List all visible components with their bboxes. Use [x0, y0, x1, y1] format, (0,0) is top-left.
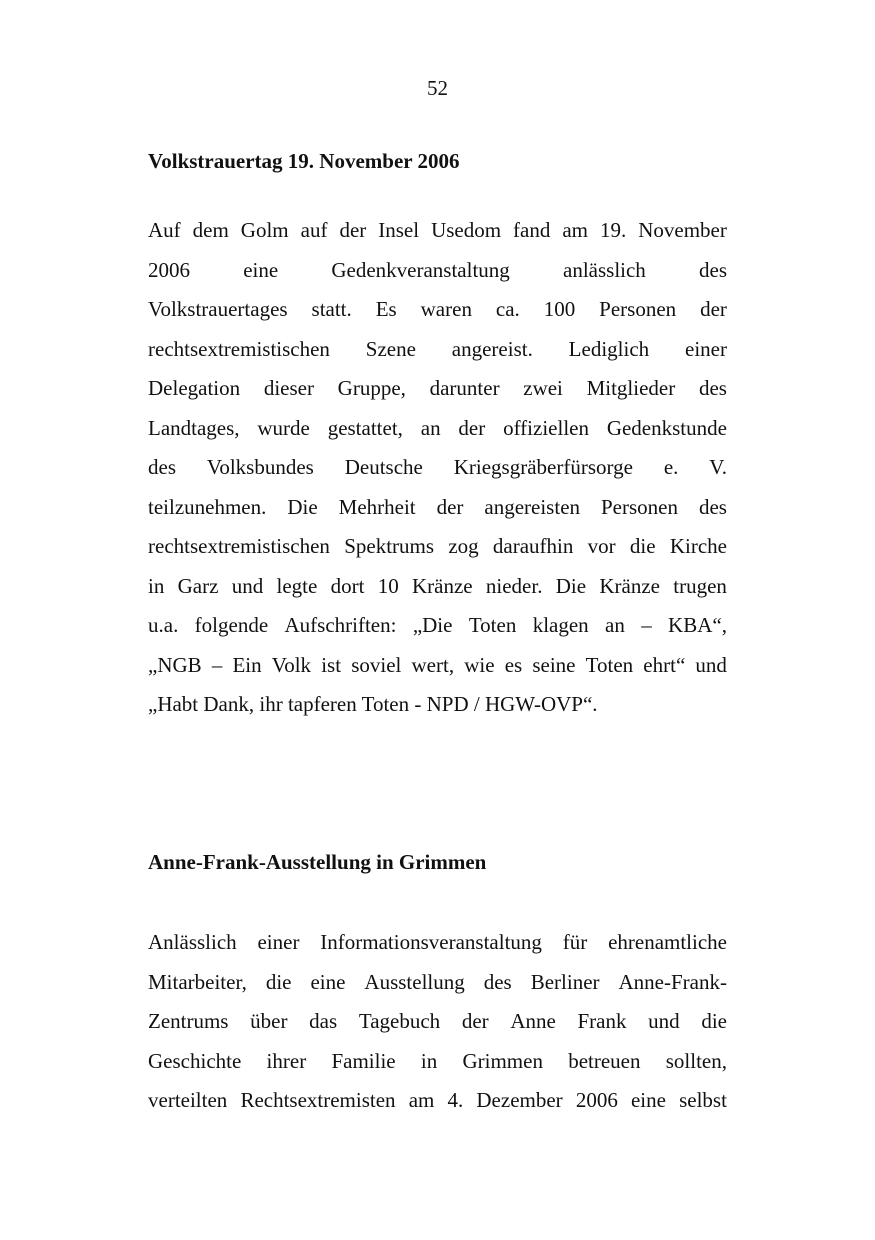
- word: die: [265, 969, 292, 994]
- word: Kirche: [669, 534, 727, 558]
- word: Ausstellung: [364, 969, 465, 994]
- word: Kränze: [411, 573, 473, 598]
- word: wie: [464, 652, 495, 677]
- word: rechtsextremistischen: [148, 534, 330, 558]
- word: wert,: [411, 652, 455, 677]
- body-line: [148, 335, 727, 375]
- word: ist: [321, 652, 342, 677]
- word: der: [461, 1009, 489, 1033]
- word: am: [408, 1088, 435, 1112]
- word: KBA“,: [668, 613, 727, 637]
- word: einer: [257, 930, 300, 954]
- word: trugen: [673, 573, 727, 598]
- body-line: [148, 256, 727, 296]
- word: Kränze: [599, 573, 660, 598]
- word: Personen: [600, 494, 678, 519]
- word: Golm: [240, 218, 289, 242]
- word: Spektrums: [344, 534, 435, 558]
- word: verteilten: [148, 1088, 228, 1112]
- word: Geschichte: [148, 1048, 242, 1073]
- body-line: [148, 532, 727, 572]
- body-line: [148, 1007, 727, 1047]
- word: und: [231, 573, 264, 598]
- word: Aufschriften:: [284, 613, 397, 637]
- word: und: [648, 1009, 680, 1033]
- word: Gedenkstunde: [606, 415, 727, 440]
- body-line: [148, 1086, 727, 1126]
- word: zwei: [523, 376, 563, 400]
- body-line: [148, 453, 727, 493]
- word: teilzunehmen.: [148, 494, 267, 519]
- word: es: [504, 652, 523, 677]
- word: Toten: [468, 613, 517, 637]
- body-line: [148, 216, 727, 256]
- word: Mitglieder: [586, 376, 676, 400]
- word: e.: [663, 455, 679, 479]
- word: Landtages,: [148, 415, 240, 440]
- body-line: [148, 611, 727, 651]
- word: soviel: [351, 652, 402, 677]
- word: offiziellen: [503, 415, 589, 440]
- word: Toten: [585, 652, 634, 677]
- word: vor: [587, 534, 616, 558]
- body-text: „Habt Dank, ihr tapferen Toten - NPD / HGW-OVP“.: [148, 692, 598, 716]
- word: Familie: [331, 1048, 396, 1073]
- word: Anne-Frank-: [618, 969, 727, 994]
- word: Zentrums: [148, 1009, 229, 1033]
- word: einer: [685, 336, 727, 361]
- word: Es: [375, 297, 397, 321]
- word: seine: [532, 652, 576, 677]
- word: für: [562, 930, 588, 954]
- word: –: [211, 652, 223, 677]
- body-line: [148, 1047, 727, 1087]
- body-line: [148, 493, 727, 533]
- body-line: [148, 414, 727, 454]
- word: und: [695, 652, 727, 677]
- word: betreuen: [568, 1048, 641, 1073]
- word: Garz: [177, 573, 219, 598]
- word: Volksbundes: [206, 455, 314, 479]
- word: zog: [448, 534, 479, 558]
- word: des: [148, 455, 176, 479]
- word: dem: [192, 218, 229, 242]
- word: V.: [709, 455, 727, 479]
- word: waren: [420, 297, 472, 321]
- word: Anne: [510, 1009, 556, 1033]
- word: –: [641, 613, 652, 637]
- word: der: [436, 494, 464, 519]
- word: Grimmen: [462, 1048, 543, 1073]
- word: Delegation: [148, 376, 241, 400]
- word: rechtsextremistischen: [148, 336, 330, 361]
- word: Rechtsextremisten: [240, 1088, 396, 1112]
- word: folgende: [194, 613, 269, 637]
- word: am: [562, 218, 589, 242]
- word: „NGB: [148, 652, 202, 677]
- word: Volkstrauertages: [148, 297, 288, 321]
- word: anlässlich: [563, 257, 646, 282]
- section-heading-anne-frank: Anne-Frank-Ausstellung in Grimmen: [148, 850, 487, 874]
- word: Gedenkveranstaltung: [331, 257, 510, 282]
- word: das: [309, 1009, 338, 1033]
- word: an: [605, 613, 625, 637]
- word: 19.: [600, 218, 627, 242]
- word: angereisten: [484, 494, 581, 519]
- word: u.a.: [148, 613, 179, 637]
- body-line: [148, 928, 727, 968]
- word: Mehrheit: [338, 494, 416, 519]
- body-line: [148, 651, 727, 691]
- word: selbst: [679, 1088, 727, 1112]
- word: statt.: [311, 297, 352, 321]
- body-line: [148, 295, 727, 335]
- word: des: [483, 969, 512, 994]
- word: 100: [543, 297, 576, 321]
- word: der: [339, 218, 367, 242]
- word: fand: [513, 218, 551, 242]
- word: 10: [377, 573, 399, 598]
- word: nieder.: [485, 573, 543, 598]
- word: Deutsche: [344, 455, 423, 479]
- word: Usedom: [431, 218, 502, 242]
- word: Szene: [365, 336, 416, 361]
- word: legte: [276, 573, 318, 598]
- word: 4.: [447, 1088, 464, 1112]
- word: Gruppe,: [337, 376, 406, 400]
- word: eine: [243, 257, 279, 282]
- body-line: [148, 690, 727, 730]
- word: angereist.: [451, 336, 533, 361]
- word: dort: [330, 573, 365, 598]
- section-body-volkstrauertag: [148, 216, 727, 730]
- word: Berliner: [530, 969, 600, 994]
- word: klagen: [532, 613, 589, 637]
- word: 2006: [575, 1088, 618, 1112]
- page-number: 52: [427, 76, 448, 100]
- word: eine: [630, 1088, 666, 1112]
- word: „Die: [412, 613, 453, 637]
- word: Dezember: [476, 1088, 563, 1112]
- word: wurde: [257, 415, 310, 440]
- word: gestattet,: [327, 415, 403, 440]
- word: Ein: [232, 652, 262, 677]
- word: eine: [310, 969, 346, 994]
- word: daraufhin: [492, 534, 574, 558]
- section-heading-volkstrauertag: Volkstrauertag 19. November 2006: [148, 149, 460, 173]
- word: sollten,: [665, 1048, 727, 1073]
- word: des: [698, 376, 727, 400]
- word: Auf: [148, 218, 181, 242]
- word: an: [420, 415, 441, 440]
- word: auf: [300, 218, 328, 242]
- word: ihrer: [266, 1048, 307, 1073]
- word: Volk: [271, 652, 312, 677]
- word: über: [250, 1009, 288, 1033]
- word: 2006: [148, 257, 190, 282]
- word: ehrenamtliche: [608, 930, 727, 954]
- word: in: [148, 573, 165, 598]
- word: in: [420, 1048, 438, 1073]
- word: Lediglich: [568, 336, 650, 361]
- word: Tagebuch: [358, 1009, 441, 1033]
- body-line: [148, 374, 727, 414]
- word: der: [458, 415, 486, 440]
- word: Frank: [577, 1009, 627, 1033]
- word: Anlässlich: [148, 930, 237, 954]
- word: Die: [555, 573, 587, 598]
- word: November: [638, 218, 727, 242]
- word: Personen: [599, 297, 677, 321]
- word: des: [699, 257, 727, 282]
- word: Informationsveranstaltung: [320, 930, 542, 954]
- word: die: [701, 1009, 727, 1033]
- word: dieser: [263, 376, 314, 400]
- word: des: [698, 494, 727, 519]
- section-body-anne-frank: [148, 928, 727, 1126]
- word: Mitarbeiter,: [148, 969, 247, 994]
- word: die: [629, 534, 656, 558]
- word: Die: [287, 494, 318, 519]
- body-line: [148, 968, 727, 1008]
- word: Insel: [378, 218, 420, 242]
- word: darunter: [429, 376, 500, 400]
- word: ca.: [495, 297, 520, 321]
- word: Kriegsgräberfürsorge: [453, 455, 633, 479]
- word: der: [700, 297, 727, 321]
- word: ehrt“: [643, 652, 686, 677]
- body-line: [148, 572, 727, 612]
